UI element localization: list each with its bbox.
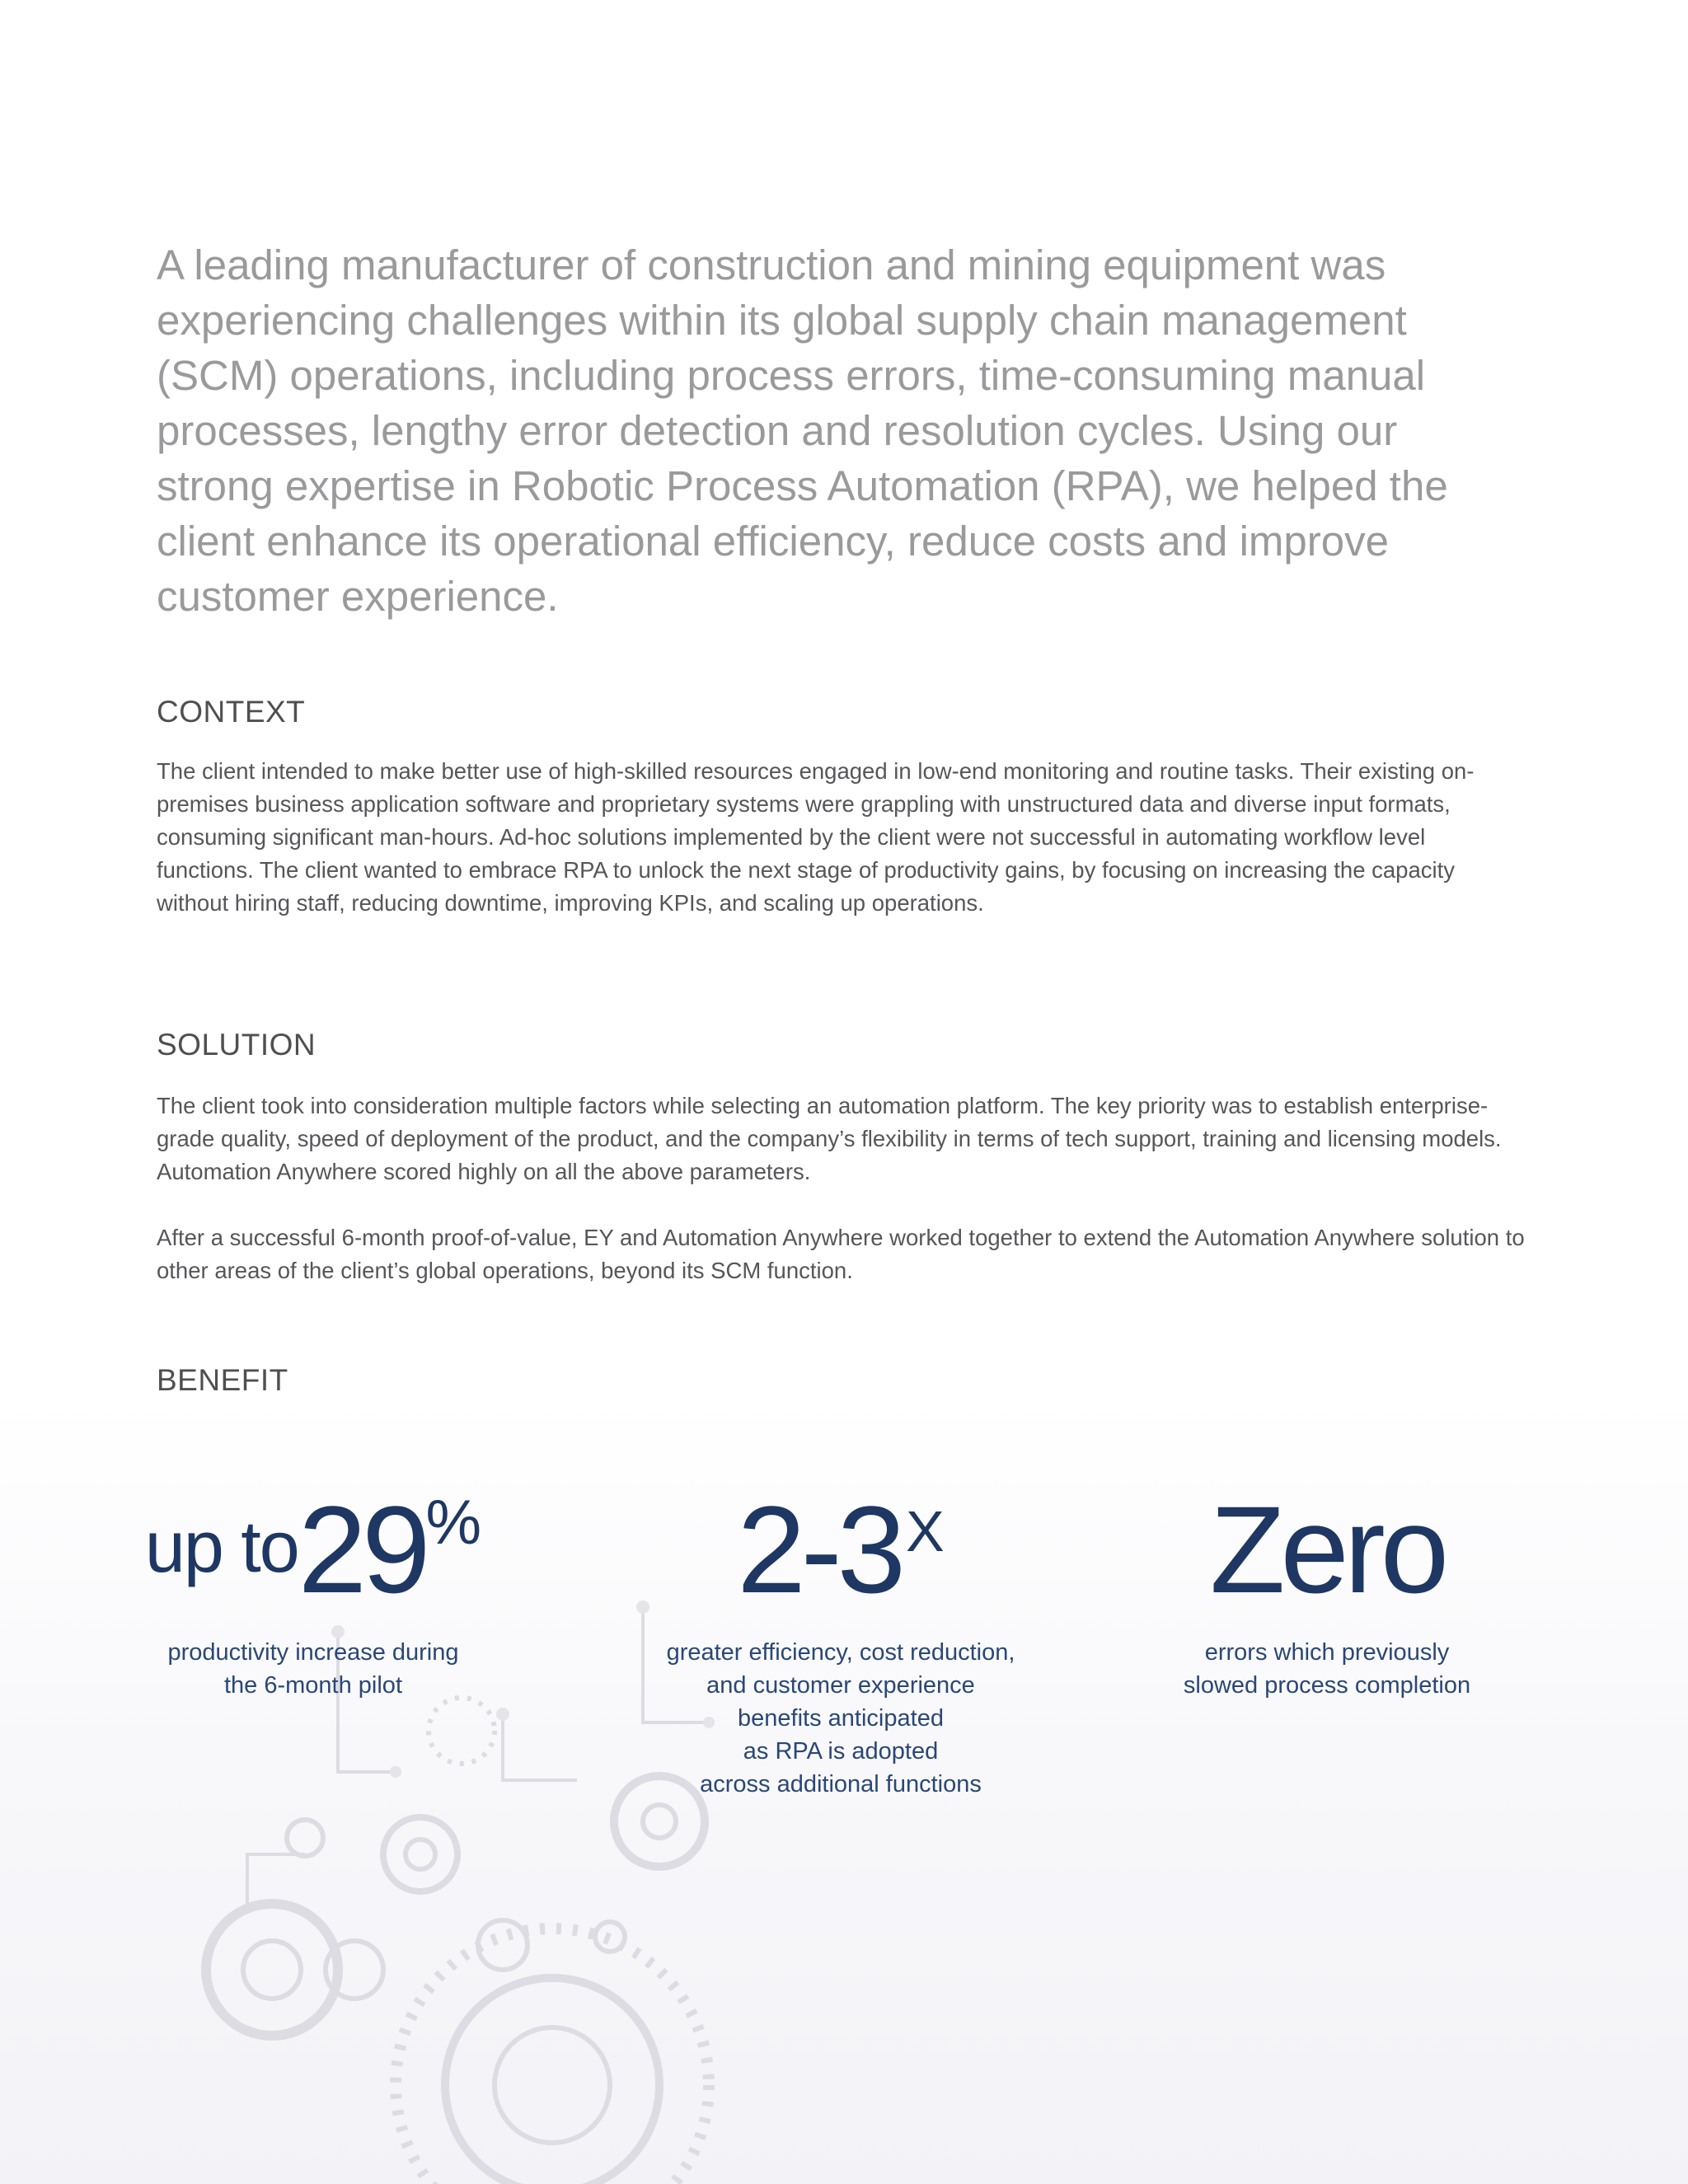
- context-heading: CONTEXT: [157, 695, 306, 729]
- stat-desc-line: across additional functions: [700, 1771, 982, 1797]
- stat-efficiency: [626, 1480, 1055, 1801]
- stat-desc-line: benefits anticipated: [738, 1705, 944, 1732]
- stat-desc-line: slowed process completion: [1183, 1672, 1471, 1699]
- stat-suffix: X: [906, 1499, 945, 1563]
- stat-number: Zero: [1209, 1480, 1445, 1619]
- stat-desc-line: productivity increase during: [167, 1639, 459, 1666]
- stat-desc-line: the 6-month pilot: [223, 1672, 402, 1699]
- stat-number: 2-3: [737, 1480, 902, 1619]
- solution-body-1: The client took into consideration multiple factors while selecting an automation platform. The key priority was to establish enterprise-grade quality, speed of deployment of the product, and the company’s flexibility in terms of tech support, training and licensing models. Automation Anywhere scored highly on all the above parameters.: [157, 1093, 1502, 1184]
- intro-paragraph: A leading manufacturer of construction and mining equipment was experiencing challenges within its global supply chain management (SCM) operations, including process errors, time-consuming manual processes, lengthy error detection and resolution cycles. Using our strong expertise in Robotic Process Automation (RPA), we helped the client enhance its operational efficiency, reduce costs and improve customer experience.: [157, 241, 1448, 620]
- solution-body-2: After a successful 6-month proof-of-value, EY and Automation Anywhere worked together to extend the Automation Anywhere solution to other areas of the client’s global operations, beyond its SCM function.: [157, 1225, 1525, 1283]
- stat-description: [107, 1636, 519, 1702]
- stat-desc-line: errors which previously: [1204, 1639, 1450, 1666]
- benefit-heading: BENEFIT: [157, 1363, 288, 1397]
- stat-desc-line: greater efficiency, cost reduction,: [666, 1639, 1015, 1666]
- stat-productivity: [107, 1480, 519, 1702]
- stat-description: [1137, 1636, 1517, 1702]
- stat-value: [1137, 1480, 1517, 1619]
- solution-heading: SOLUTION: [157, 1028, 316, 1062]
- stat-prefix: up to: [144, 1506, 298, 1587]
- stat-desc-line: and customer experience: [706, 1672, 975, 1699]
- stat-value: [626, 1480, 1055, 1619]
- stat-description: [626, 1636, 1055, 1801]
- stat-number: 29: [298, 1480, 426, 1619]
- stat-value: [107, 1480, 519, 1619]
- context-body: The client intended to make better use of high-skilled resources engaged in low-end monitoring and routine tasks. Their existing on-premises business application software and proprietary systems were grappling with unstructured data and diverse input formats, consuming significant man-hours. Ad-hoc solutions implemented by the client were not successful in automating workflow level functions. The client wanted to embrace RPA to unlock the next stage of productivity gains, by focusing on increasing the capacity without hiring staff, reducing downtime, improving KPIs, and scaling up operations.: [157, 758, 1475, 916]
- stat-zero-errors: [1137, 1480, 1517, 1702]
- stat-desc-line: as RPA is adopted: [743, 1738, 939, 1765]
- stat-suffix: %: [425, 1488, 482, 1558]
